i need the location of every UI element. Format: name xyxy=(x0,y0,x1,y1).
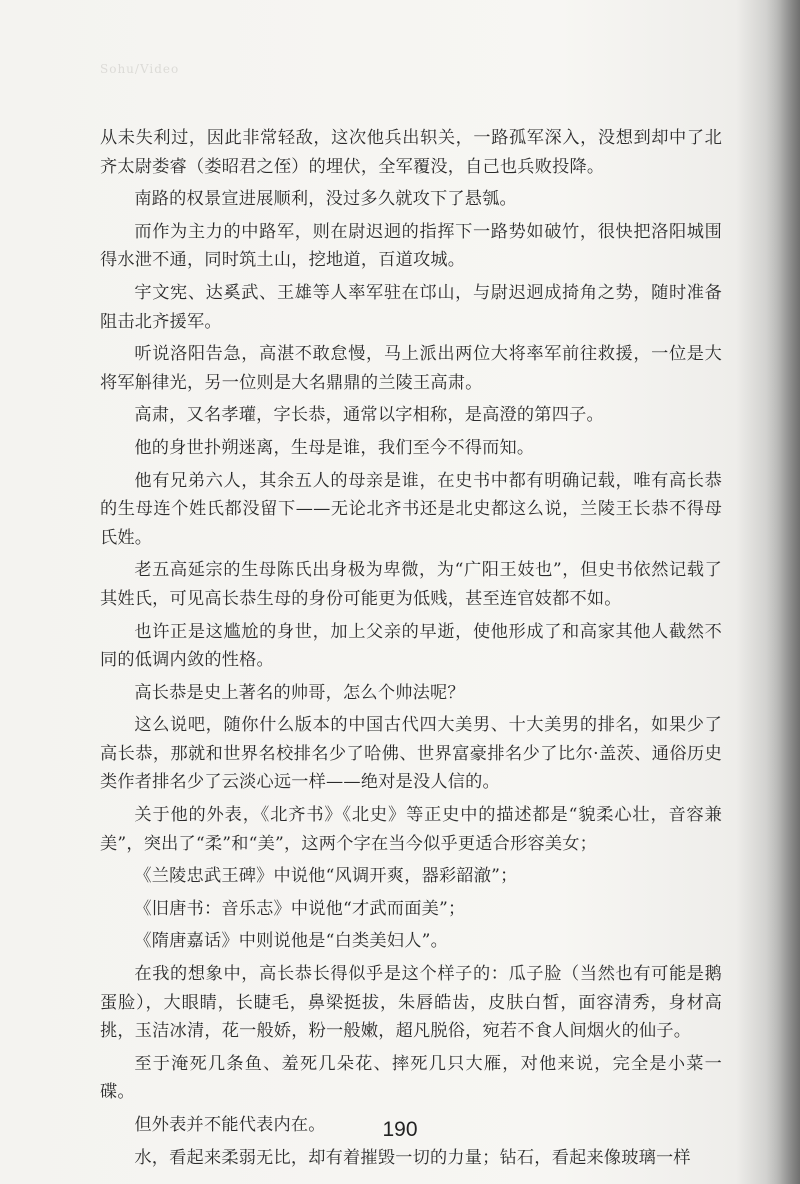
paragraph: 《兰陵忠武王碑》中说他“风调开爽，器彩韶澈”； xyxy=(134,866,518,887)
paragraph: 而作为主力的中路军，则在尉迟迥的指挥下一路势如破竹，很快把洛阳城围得水泄不通，同时筑土山，挖地道，百道攻城。 xyxy=(100,221,722,271)
paragraph: 听说洛阳告急，高湛不敢怠慢，马上派出两位大将率军前往救援，一位是大将军斛律光，另一位则是大名鼎鼎的兰陵王高肃。 xyxy=(100,344,722,393)
spine-shadow xyxy=(766,0,800,1184)
paragraph: 在我的想象中，高长恭长得似乎是这个样子的：瓜子脸（当然也有可能是鹅蛋脸），大眼睛，长睫毛，鼻梁挺拔，朱唇皓齿，皮肤白皙，面容清秀，身材高挑，玉洁冰清，花一般娇，粉一般嫩，超凡脱俗，宛若不食人间烟火的仙子。 xyxy=(100,964,722,1042)
paragraph: 至于淹死几条鱼、羞死几朵花、摔死几只大雁，对他来说，完全是小菜一碟。 xyxy=(100,1053,722,1103)
body-text xyxy=(100,124,722,1176)
paragraph: 南路的权景宣进展顺利，没过多久就攻下了悬瓠。 xyxy=(134,189,517,210)
ghost-header-watermark: Sohu/Video xyxy=(100,62,180,76)
paragraph: 他有兄弟六人，其余五人的母亲是谁，在史书中都有明确记载，唯有高长恭的生母连个姓氏都没留下——无论北齐书还是北史都这么说，兰陵王长恭不得母氏姓。 xyxy=(100,470,722,548)
paragraph: 也许正是这尴尬的身世，加上父亲的早逝，使他形成了和高家其他人截然不同的低调内敛的性格。 xyxy=(100,621,722,671)
paragraph: 从未失利过，因此非常轻敌，这次他兵出轵关，一路孤军深入，没想到却中了北齐太尉娄睿（娄昭君之侄）的埋伏，全军覆没，自己也兵败投降。 xyxy=(100,128,722,177)
paragraph: 高长恭是史上著名的帅哥，怎么个帅法呢？ xyxy=(134,682,465,703)
paragraph: 老五高延宗的生母陈氏出身极为卑微，为“广阳王妓也”，但史书依然记载了其姓氏，可见高长恭生母的身份可能更为低贱，甚至连官妓都不如。 xyxy=(100,560,722,609)
paragraph: 他的身世扑朔迷离，生母是谁，我们至今不得而知。 xyxy=(134,437,535,458)
paragraph: 宇文宪、达奚武、王雄等人率军驻在邙山，与尉迟迥成掎角之势，随时准备阻击北齐援军。 xyxy=(100,282,722,332)
paragraph: 这么说吧，随你什么版本的中国古代四大美男、十大美男的排名，如果少了高长恭，那就和世界名校排名少了哈佛、世界富豪排名少了比尔·盖茨、通俗历史类作者排名少了云淡心远一样——绝对是没人信的。 xyxy=(100,715,722,793)
paragraph: 关于他的外表，《北齐书》《北史》等正史中的描述都是“貌柔心壮，音容兼美”，突出了“柔”和“美”，这两个字在当今似乎更适合形容美女； xyxy=(100,805,722,854)
paragraph: 《旧唐书：音乐志》中说他“才武而面美”； xyxy=(134,898,466,919)
paragraph: 《隋唐嘉话》中则说他是“白类美妇人”。 xyxy=(134,931,448,952)
page-number: 190 xyxy=(382,1118,418,1141)
paragraph: 高肃，又名孝瓘，字长恭，通常以字相称，是高澄的第四子。 xyxy=(134,405,604,426)
paragraph: 但外表并不能代表内在。 xyxy=(134,1115,326,1135)
paragraph: 水，看起来柔弱无比，却有着摧毁一切的力量；钻石，看起来像玻璃一样 xyxy=(134,1147,691,1168)
